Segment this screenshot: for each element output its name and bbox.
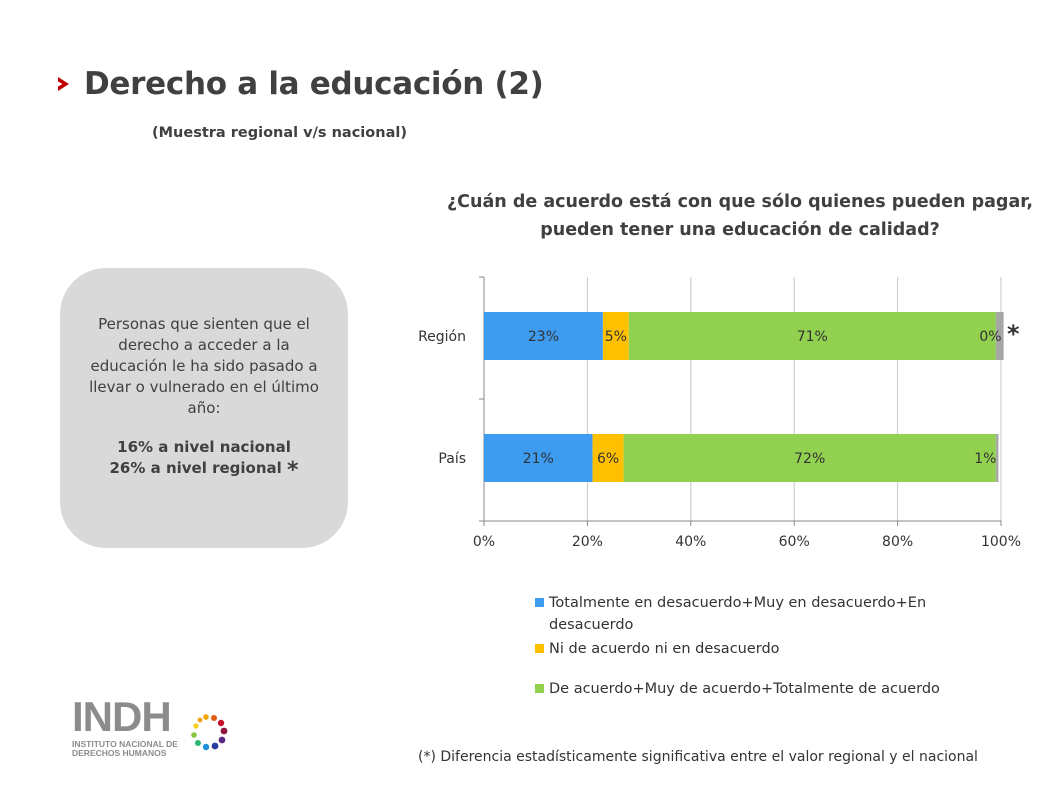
legend-label: De acuerdo+Muy de acuerdo+Totalmente de acuerdo (549, 681, 940, 697)
legend-label: Ni de acuerdo ni en desacuerdo (549, 641, 780, 657)
chart-legend (535, 592, 995, 700)
chart-title: ¿Cuán de acuerdo está con que sólo quienes pueden pagar, pueden tener una educación de calidad? (447, 192, 1033, 240)
x-tick-label: 100% (980, 534, 1022, 550)
data-label: 71% (796, 329, 828, 345)
x-tick-label: 60% (778, 534, 810, 550)
legend-item-disagree (535, 592, 995, 636)
data-label: 1% (974, 451, 997, 467)
legend-item-neutral (535, 638, 995, 660)
title-chevron-icon (54, 74, 74, 94)
legend-label: Totalmente en desacuerdo+Muy en desacuerdo+En desacuerdo (549, 595, 927, 633)
data-label: 0% (979, 329, 1002, 345)
data-label: 6% (596, 451, 620, 467)
info-box-text: Personas que sienten que el derecho a acceder a la educación le ha sido pasado a llevar o vulnerado en el último año: (89, 315, 319, 417)
stacked-bar-chart (400, 265, 1040, 565)
significance-asterisk: * (287, 458, 299, 483)
logo-line-2: DERECHOS HUMANOS (72, 748, 167, 758)
x-tick-label: 80% (882, 534, 914, 550)
national-stat: 16% a nivel nacional (117, 438, 291, 456)
info-box (60, 268, 348, 548)
footnote: (*) Diferencia estadísticamente significativa entre el valor regional y el nacional (418, 749, 978, 765)
indh-logo (72, 695, 232, 759)
legend-item-agree (535, 678, 995, 700)
regional-stat: 26% a nivel regional (109, 459, 282, 477)
category-label: País (438, 451, 466, 467)
page-title: Derecho a la educación (2) (84, 66, 544, 102)
data-label: 21% (522, 451, 554, 467)
legend-swatch-yellow (535, 644, 544, 653)
data-label: 23% (527, 329, 560, 345)
logo-text: INDH (72, 695, 171, 740)
legend-swatch-green (535, 684, 544, 693)
page-subtitle: (Muestra regional v/s nacional) (152, 125, 407, 141)
logo-dots-icon (191, 714, 227, 750)
category-label: Región (418, 329, 466, 345)
x-tick-label: 20% (571, 534, 603, 550)
significance-marker: * (1007, 320, 1020, 348)
x-tick-label: 40% (675, 534, 707, 550)
x-tick-label: 0% (472, 534, 496, 550)
data-label: 5% (604, 329, 627, 345)
data-label: 72% (794, 451, 826, 467)
legend-swatch-blue (535, 598, 544, 607)
regional-stat-row (82, 458, 326, 481)
logo-line-1: INSTITUTO NACIONAL DE (72, 739, 178, 749)
